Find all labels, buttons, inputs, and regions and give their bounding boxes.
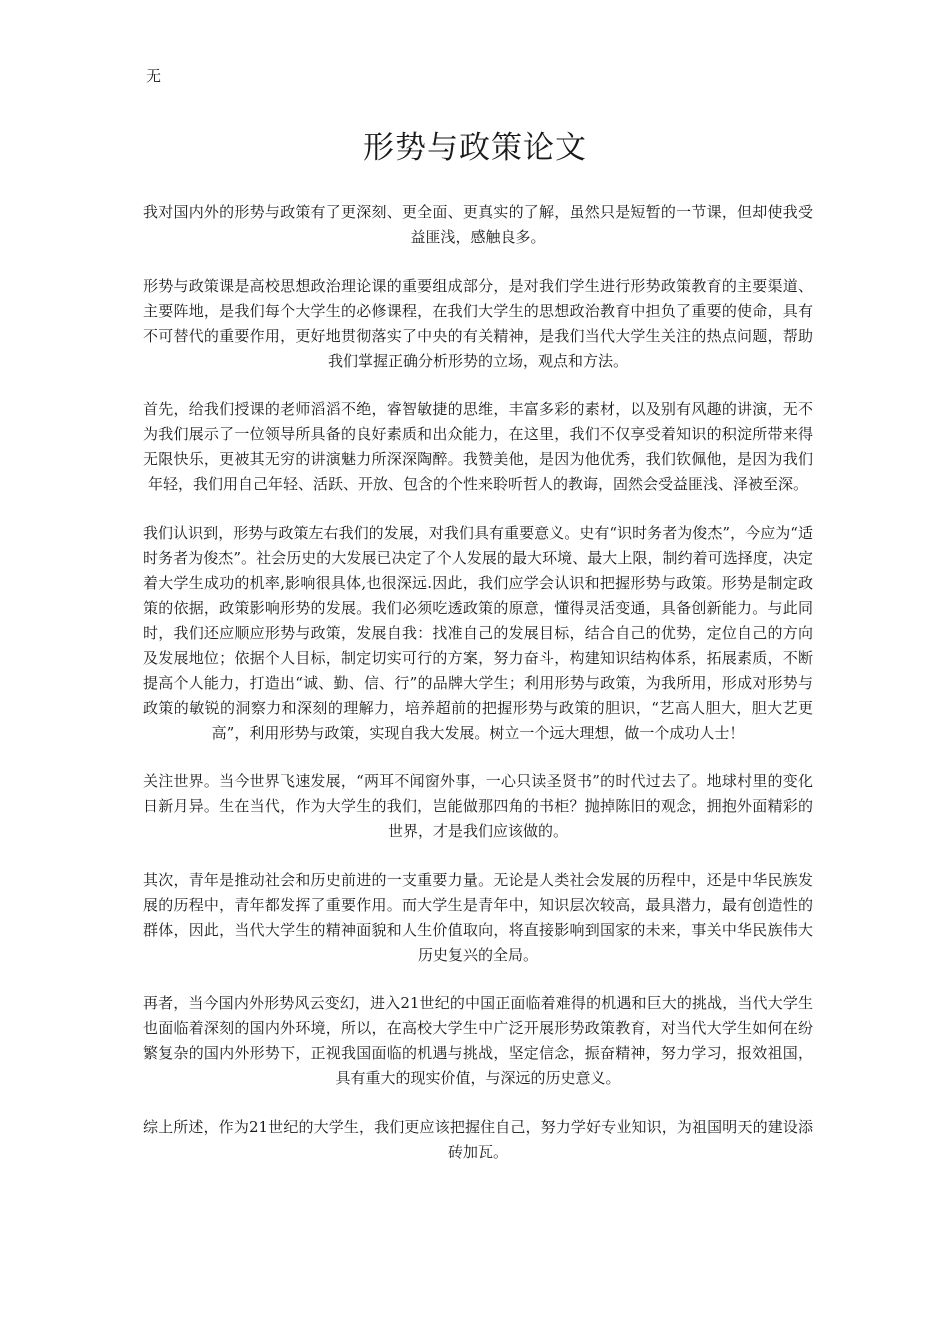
paragraph-youth: 其次，青年是推动社会和历史前进的一支重要力量。无论是人类社会发展的历程中，还是中华民族发展的历程中，青年都发挥了重要作用。而大学生是青年中，知识层次较高，最具潜力，最有创造性的群体，因此，当代大学生的精神面貌和人生价值取向，将直接影响到国家的未来，事关中华民族伟大历史复兴的全局。 — [143, 870, 813, 964]
paragraph-significance: 我们认识到，形势与政策左右我们的发展，对我们具有重要意义。史有“识时务者为俊杰”，今应为“适时务者为俊杰”。社会历史的大发展已决定了个人发展的最大环境、最大上限，制约着可选择度，决定着大学生成功的机率,影响很具体,也很深远.因此，我们应学会认识和把握形势与政策。形势是制定政策的依据，政策影响形势的发展。我们必须吃透政策的原意，懂得灵活变通，具备创新能力。与此同时，我们还应顺应形势与政策，发展自我：找准自己的发展目标，结合自己的优势，定位自己的方向及发展地位；依据个人目标，制定切实可行的方案，努力奋斗，构建知识结构体系，拓展素质，不断提高个人能力，打造出“诚、勤、信、行”的品牌大学生；利用形势与政策，为我所用，形成对形势与政策的敏锐的洞察力和深刻的理解力，培养超前的把握形势与政策的胆识，“艺高人胆大，胆大艺更高”，利用形势与政策，实现自我大发展。树立一个远大理想，做一个成功人士！ — [143, 523, 813, 742]
header-mark: 无 — [146, 67, 162, 85]
paragraph-intro: 我对国内外的形势与政策有了更深刻、更全面、更真实的了解，虽然只是短暂的一节课，但却使我受益匪浅，感触良多。 — [143, 203, 813, 246]
document-title: 形势与政策论文 — [363, 130, 587, 166]
paragraph-world: 关注世界。当今世界飞速发展，“两耳不闻窗外事，一心只读圣贤书”的时代过去了。地球村里的变化日新月异。生在当代，作为大学生的我们，岂能做那四角的书柜？抛掉陈旧的观念，拥抱外面精彩的世界，才是我们应该做的。 — [143, 772, 813, 840]
paragraph-course-importance: 形势与政策课是高校思想政治理论课的重要组成部分，是对我们学生进行形势政策教育的主要渠道、主要阵地，是我们每个大学生的必修课程，在我们大学生的思想政治教育中担负了重要的使命，具有不可替代的重要作用，更好地贯彻落实了中央的有关精神，是我们当代大学生关注的热点问题，帮助我们掌握正确分析形势的立场，观点和方法。 — [143, 276, 813, 370]
paragraph-conclusion: 综上所述，作为21世纪的大学生，我们更应该把握住自己，努力学好专业知识，为祖国明天的建设添砖加瓦。 — [143, 1117, 813, 1161]
paragraph-situation: 再者，当今国内外形势风云变幻，进入21世纪的中国正面临着难得的机遇和巨大的挑战，当代大学生也面临着深刻的国内外环境，所以，在高校大学生中广泛开展形势政策教育，对当代大学生如何在纷繁复杂的国内外形势下，正视我国面临的机遇与挑战，坚定信念，振奋精神，努力学习，报效祖国，具有重大的现实价值，与深远的历史意义。 — [143, 994, 813, 1087]
paragraph-teacher: 首先，给我们授课的老师滔滔不绝，睿智敏捷的思维，丰富多彩的素材，以及别有风趣的讲演，无不为我们展示了一位领导所具备的良好素质和出众能力，在这里，我们不仅享受着知识的积淀所带来得无限快乐，更被其无穷的讲演魅力所深深陶醉。我赞美他，是因为他优秀，我们钦佩他，是因为我们年轻，我们用自己年轻、活跃、开放、包含的个性来聆听哲人的教诲，固然会受益匪浅、泽被至深。 — [143, 400, 813, 493]
document-body — [143, 200, 813, 1188]
